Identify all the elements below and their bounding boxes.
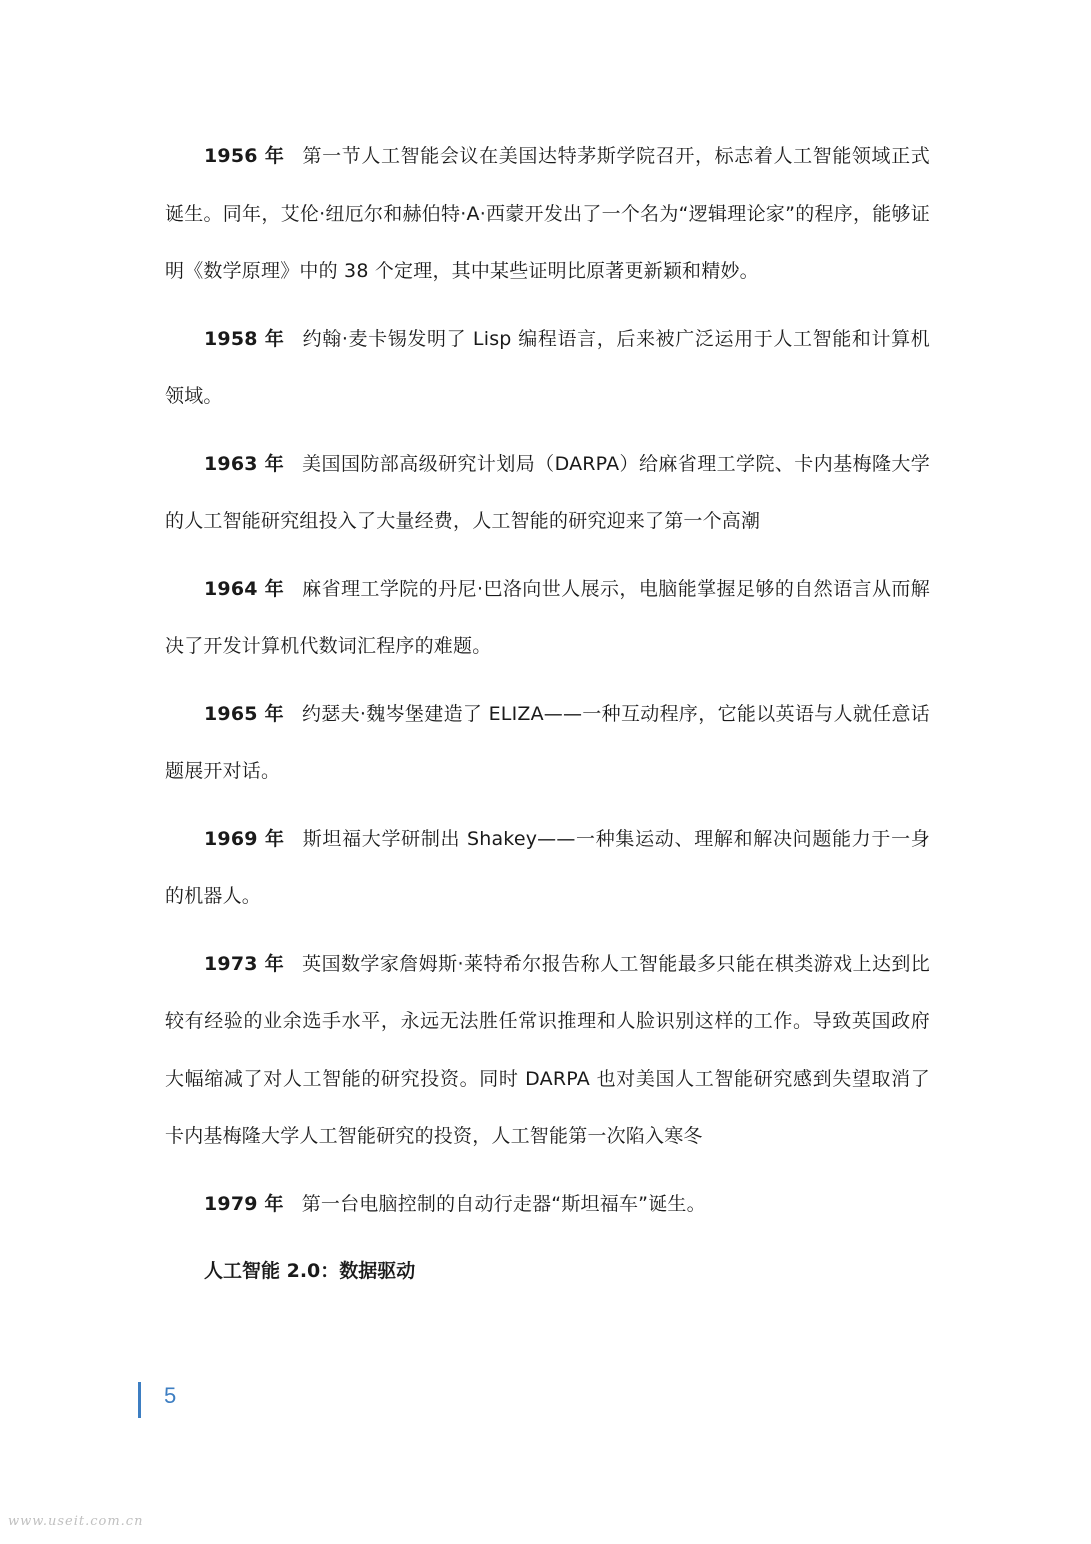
timeline-year: 1965 年 <box>204 702 284 725</box>
watermark: www.useit.com.cn <box>8 1514 144 1529</box>
timeline-entry-1963 <box>165 436 930 551</box>
timeline-entry-1956 <box>165 128 930 301</box>
timeline-year: 1964 年 <box>204 577 285 600</box>
page-number-marker <box>138 1382 141 1418</box>
timeline-text: 第一台电脑控制的自动行走器“斯坦福车”诞生。 <box>301 1192 706 1215</box>
page-number: 5 <box>164 1383 177 1408</box>
timeline-year: 1973 年 <box>204 952 285 975</box>
timeline-entry-1973 <box>165 936 930 1166</box>
timeline-text: 第一节人工智能会议在美国达特茅斯学院召开，标志着人工智能领域正式诞生。同年，艾伦·纽厄尔和赫伯特·A·西蒙开发出了一个名为“逻辑理论家”的程序，能够证明《数学原理》中的 38 个定理，其中某些证明比原著更新颖和精妙。 <box>165 145 930 282</box>
timeline-text: 约翰·麦卡锡发明了 Lisp 编程语言，后来被广泛运用于人工智能和计算机领域。 <box>165 327 930 407</box>
timeline-year: 1979 年 <box>204 1192 284 1215</box>
timeline-text: 美国国防部高级研究计划局（DARPA）给麻省理工学院、卡内基梅隆大学的人工智能研究组投入了大量经费，人工智能的研究迎来了第一个高潮 <box>165 452 930 532</box>
timeline-text: 约瑟夫·魏岑堡建造了 ELIZA——一种互动程序，它能以英语与人就任意话题展开对话。 <box>165 702 930 782</box>
timeline-entry-1969 <box>165 811 930 926</box>
timeline-year: 1956 年 <box>204 145 285 167</box>
timeline-entry-1979 <box>165 1176 930 1234</box>
timeline-entry-1965 <box>165 686 930 801</box>
timeline-text: 英国数学家詹姆斯·莱特希尔报告称人工智能最多只能在棋类游戏上达到比较有经验的业余选手水平，永远无法胜任常识推理和人脸识别这样的工作。导致英国政府大幅缩减了对人工智能的研究投资。同时 DARPA 也对美国人工智能研究感到失望取消了卡内基梅隆大学人工智能研究的投资，人工智能第一次陷入寒冬 <box>165 952 930 1147</box>
timeline-entry-1958 <box>165 311 930 426</box>
timeline-year: 1969 年 <box>204 827 285 850</box>
timeline-entry-1964 <box>165 561 930 676</box>
timeline-year: 1958 年 <box>204 327 285 350</box>
section-heading: 人工智能 2.0：数据驱动 <box>204 1260 416 1282</box>
timeline-year: 1963 年 <box>204 452 285 475</box>
document-body <box>165 128 930 1301</box>
timeline-text: 麻省理工学院的丹尼·巴洛向世人展示，电脑能掌握足够的自然语言从而解决了开发计算机代数词汇程序的难题。 <box>165 577 930 657</box>
timeline-text: 斯坦福大学研制出 Shakey——一种集运动、理解和解决问题能力于一身的机器人。 <box>165 827 931 907</box>
